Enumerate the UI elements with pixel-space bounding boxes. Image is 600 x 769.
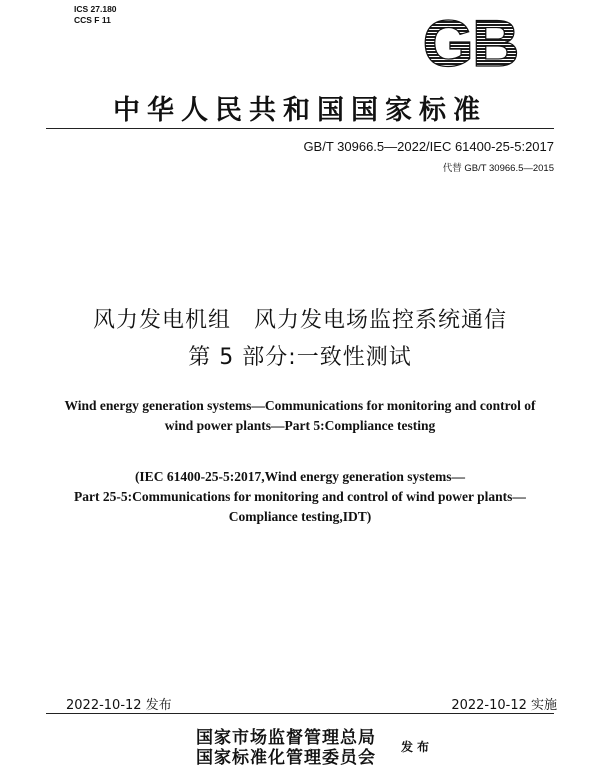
footer-divider [46,713,554,714]
gb-logo [411,12,529,70]
header-divider [46,128,554,129]
replaces-standard: 代替 GB/T 30966.5—2015 [442,163,554,174]
implementation-date: 2022-10-12 实施 [451,698,557,713]
national-standard-title: 中华人民共和国国家标准 [113,95,487,126]
english-title-line-1: Wind energy generation systems—Communications for monitoring and control of [64,398,536,413]
iec-line-3: Compliance testing,IDT) [228,509,372,524]
issuer-line-2: 国家标准化管理委员会 [196,748,376,768]
iec-equivalence [40,467,560,527]
ccs-code: CCS F 11 [74,15,111,25]
gb-logo-text: GB [422,12,518,70]
english-title [40,396,560,436]
issue-date: 2022-10-12 发布 [66,698,172,713]
ics-code: ICS 27.180 [74,4,117,14]
issuing-authorities [196,728,376,768]
iec-line-2: Part 25-5:Communications for monitoring and control of wind power plants— [74,489,526,504]
classification-codes [74,4,117,26]
publish-label: 发布 [401,740,434,754]
standard-number: GB/T 30966.5—2022/IEC 61400-25-5:2017 [303,139,554,154]
english-title-line-2: wind power plants—Part 5:Compliance testing [164,418,436,433]
iec-line-1: (IEC 61400-25-5:2017,Wind energy generation systems— [134,469,466,484]
chinese-title-line-1: 风力发电机组 风力发电场监控系统通信 [92,308,507,333]
chinese-title-line-2: 第 5 部分:一致性测试 [188,345,412,370]
issuer-line-1: 国家市场监督管理总局 [196,728,376,748]
